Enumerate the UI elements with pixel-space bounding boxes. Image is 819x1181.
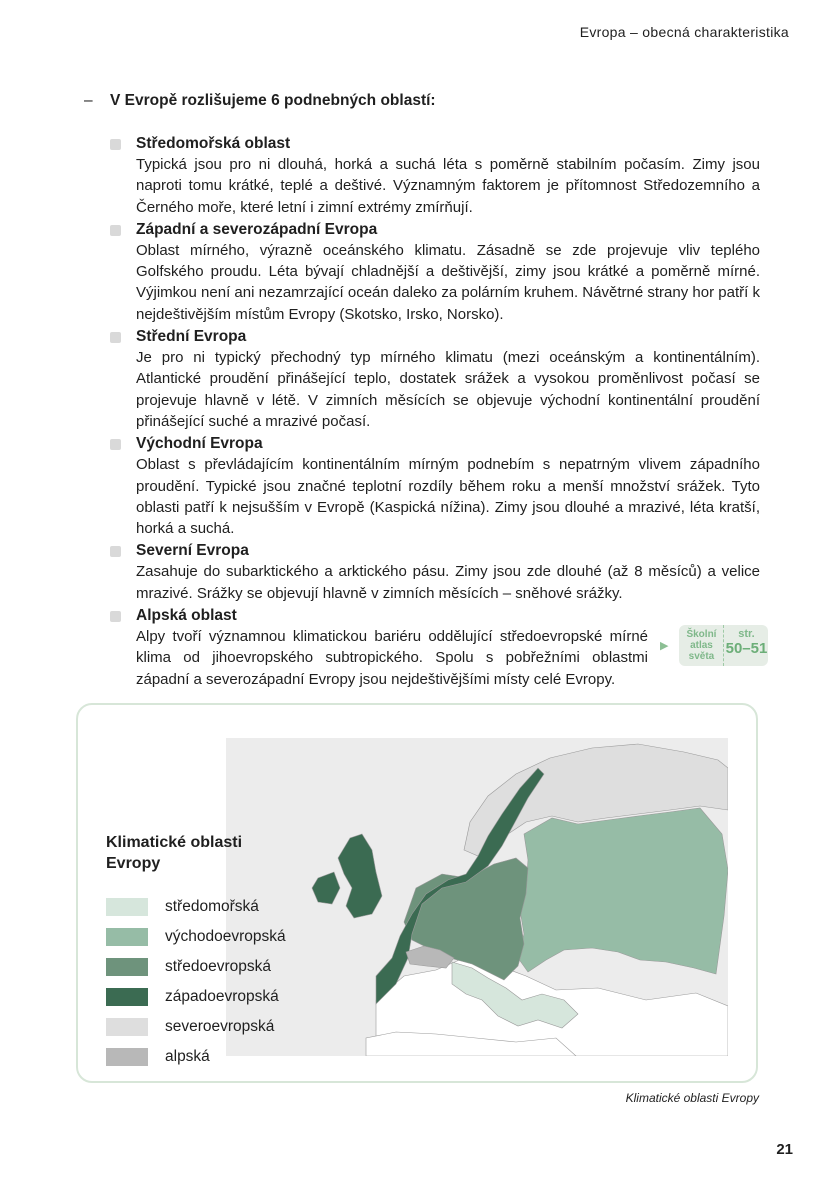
region-description: Oblast s převládajícím kontinentálním mírným podnebím s nepatrným vlivem západního proudění. Typické jsou značné teplotní rozdíly během roku a menší množství srážek. Tyto oblasti patří k nejsušším v Evropě (Kaspická nížina). Zimy jsou dlouhé a mrazivé, léta kratší, horká a suchá. <box>136 456 760 538</box>
legend-label: středomořská <box>165 898 259 915</box>
legend-items <box>106 892 286 1072</box>
atlas-reference <box>660 625 768 666</box>
region-name: Západní a severozápadní Evropa <box>136 220 378 238</box>
map-legend <box>106 832 286 1072</box>
region-name: Středomořská oblast <box>136 135 291 152</box>
legend-item <box>106 922 286 952</box>
header-title: Evropa – obecná charakteristika <box>579 24 789 40</box>
region-name: Střední Evropa <box>136 328 247 346</box>
atlas-name: Školní atlas světa <box>679 625 724 666</box>
region-item-west <box>110 219 760 325</box>
legend-item <box>106 1012 286 1042</box>
square-bullet-icon <box>110 139 121 150</box>
region-name: Východní Evropa <box>136 435 263 453</box>
region-description: Alpy tvoří významnou klimatickou bariéru oddělující středoevropské mírné klima od jihoevropského subtropického. Spolu s pobřežními oblastmi západní a severozápadní Evropy jsou nejdeštivějšími místy celé Evropy. <box>136 628 648 688</box>
legend-swatch <box>106 928 148 946</box>
europe-climate-map <box>226 738 728 1056</box>
atlas-pages <box>724 625 768 666</box>
legend-swatch <box>106 1018 148 1036</box>
legend-item <box>106 982 286 1012</box>
map-caption: Klimatické oblasti Evropy <box>625 1091 759 1105</box>
legend-label: alpská <box>165 1048 210 1065</box>
intro-heading <box>84 92 779 110</box>
legend-item <box>106 1042 286 1072</box>
triangle-arrow-icon: ▶ <box>660 640 669 652</box>
legend-item <box>106 892 286 922</box>
region-item-mediterranean <box>110 133 760 218</box>
square-bullet-icon <box>110 332 121 343</box>
region-name: Severní Evropa <box>136 542 249 560</box>
region-east <box>518 808 728 974</box>
legend-label: východoevropská <box>165 928 286 945</box>
legend-label: středoevropská <box>165 958 271 975</box>
legend-swatch <box>106 958 148 976</box>
climate-regions-list <box>110 133 760 691</box>
intro-dash: – <box>84 92 93 109</box>
atlas-pages-number: 50–51 <box>725 640 768 657</box>
square-bullet-icon <box>110 546 121 557</box>
atlas-pages-label: str. <box>738 628 755 640</box>
legend-label: severoevropská <box>165 1018 275 1035</box>
square-bullet-icon <box>110 225 121 236</box>
region-description: Je pro ni typický přechodný typ mírného klimatu (mezi oceánským a kontinentálním). Atlantické proudění přinášející teplo, dostatek srážek a vysokou proměnlivost počasí se projevuje hlavně v létě. V zimních měsících se objevuje východní kontinentální proudění přinášející suché a mrazivé počasí. <box>136 349 760 430</box>
legend-swatch <box>106 898 148 916</box>
legend-label: západoevropská <box>165 988 279 1005</box>
region-description: Oblast mírného, výrazně oceánského klimatu. Zásadně se zde projevuje vliv teplého Golfského proudu. Léta bývají chladnější a deštivější, zimy jsou krátké a poměrně mírné. Výjimkou není ani nezamrzající oceán daleko za polárním kruhem. Návětrné strany hor patří k nejdeštivějším místům Evropy (Skotsko, Irsko, Norsko). <box>136 241 760 323</box>
atlas-badge <box>679 625 768 666</box>
square-bullet-icon <box>110 611 121 622</box>
region-item-north <box>110 540 760 604</box>
page-number: 21 <box>776 1141 793 1158</box>
region-item-east <box>110 433 760 539</box>
region-description: Zasahuje do subarktického a arktického pásu. Zimy jsou zde dlouhé (až 8 měsíců) a velice mrazivé. Srážky se objevují hlavně v zimních měsících – sněhové srážky. <box>136 563 760 602</box>
region-name: Alpská oblast <box>136 607 237 625</box>
legend-swatch <box>106 1048 148 1066</box>
square-bullet-icon <box>110 439 121 450</box>
region-item-central <box>110 326 760 432</box>
intro-text: V Evropě rozlišujeme 6 podnebných oblastí: <box>110 92 436 109</box>
legend-swatch <box>106 988 148 1006</box>
legend-item <box>106 952 286 982</box>
map-panel <box>76 703 758 1083</box>
legend-title: Klimatické oblasti Evropy <box>106 834 243 872</box>
region-description: Typická jsou pro ni dlouhá, horká a suchá léta s poměrně stabilním počasím. Zimy jsou naproti tomu krátké, teplé a deštivé. Významným faktorem je přítomnost Středozemního a Černého moře, které letní i zimní extrémy zmírňují. <box>136 156 760 216</box>
